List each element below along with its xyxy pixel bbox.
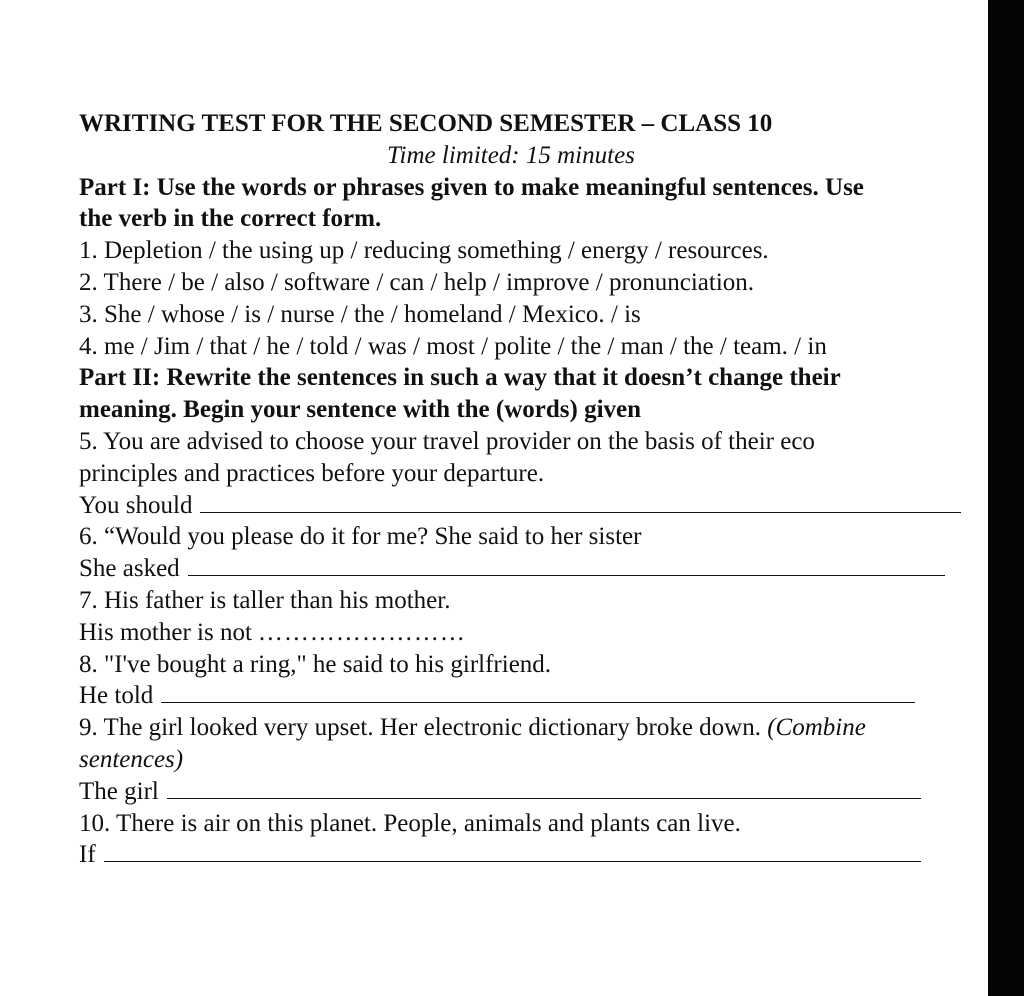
q6-text: 6. “Would you please do it for me? She said to her sister bbox=[79, 523, 642, 551]
part2-instruction-line1: Part II: Rewrite the sentences in such a way that it doesn’t change their bbox=[79, 364, 841, 392]
page-title: WRITING TEST FOR THE SECOND SEMESTER – CLASS 10 bbox=[79, 110, 773, 137]
part1-item-4: 4. me / Jim / that / he / told / was / most / polite / the / man / the / team. / in bbox=[79, 332, 827, 360]
q6-prompt: She asked bbox=[79, 555, 180, 583]
q9-text-line1 bbox=[79, 712, 959, 744]
q10-prompt: If bbox=[79, 841, 96, 869]
q8-prompt: He told bbox=[79, 682, 154, 710]
q9-note-end: sentences) bbox=[79, 745, 184, 773]
worksheet bbox=[79, 108, 959, 871]
black-edge-bar bbox=[988, 0, 1024, 996]
q5-answer-row bbox=[79, 490, 959, 522]
q9-note-start: (Combine bbox=[767, 714, 866, 742]
q7-answer-row bbox=[79, 617, 959, 649]
q7-text: 7. His father is taller than his mother. bbox=[79, 586, 451, 614]
q10-text: 10. There is air on this planet. People, animals and plants can live. bbox=[79, 809, 741, 837]
q9-answer-blank[interactable] bbox=[167, 776, 921, 799]
q5-answer-blank[interactable] bbox=[200, 490, 961, 513]
part1-instruction-line2: the verb in the correct form. bbox=[79, 205, 382, 233]
q10-answer-blank[interactable] bbox=[104, 839, 921, 862]
q7-answer-dots[interactable]: …………………… bbox=[257, 618, 466, 646]
time-limit: Time limited: 15 minutes bbox=[387, 141, 635, 169]
q6-answer-row bbox=[79, 553, 959, 585]
q7-prompt: His mother is not bbox=[79, 618, 252, 646]
q8-answer-row bbox=[79, 680, 959, 712]
part1-item-1: 1. Depletion / the using up / reducing something / energy / resources. bbox=[79, 237, 769, 265]
q6-answer-blank[interactable] bbox=[188, 553, 945, 576]
q9-prompt: The girl bbox=[79, 777, 159, 805]
q5-text-line2: principles and practices before your departure. bbox=[79, 459, 545, 487]
q8-answer-blank[interactable] bbox=[161, 680, 915, 703]
q9-answer-row bbox=[79, 776, 959, 808]
q5-text-line1: 5. You are advised to choose your travel provider on the basis of their eco bbox=[79, 427, 815, 455]
q8-text: 8. "I've bought a ring," he said to his girlfriend. bbox=[79, 650, 552, 678]
q10-answer-row bbox=[79, 839, 959, 871]
q5-prompt: You should bbox=[79, 491, 193, 519]
part1-item-3: 3. She / whose / is / nurse / the / homeland / Mexico. / is bbox=[79, 300, 641, 328]
part1-item-2: 2. There / be / also / software / can / help / improve / pronunciation. bbox=[79, 268, 755, 296]
q9-text: 9. The girl looked very upset. Her electronic dictionary broke down. bbox=[79, 714, 761, 742]
part2-instruction-line2: meaning. Begin your sentence with the (words) given bbox=[79, 396, 642, 424]
part1-instruction-line1: Part I: Use the words or phrases given to make meaningful sentences. Use bbox=[79, 173, 864, 201]
